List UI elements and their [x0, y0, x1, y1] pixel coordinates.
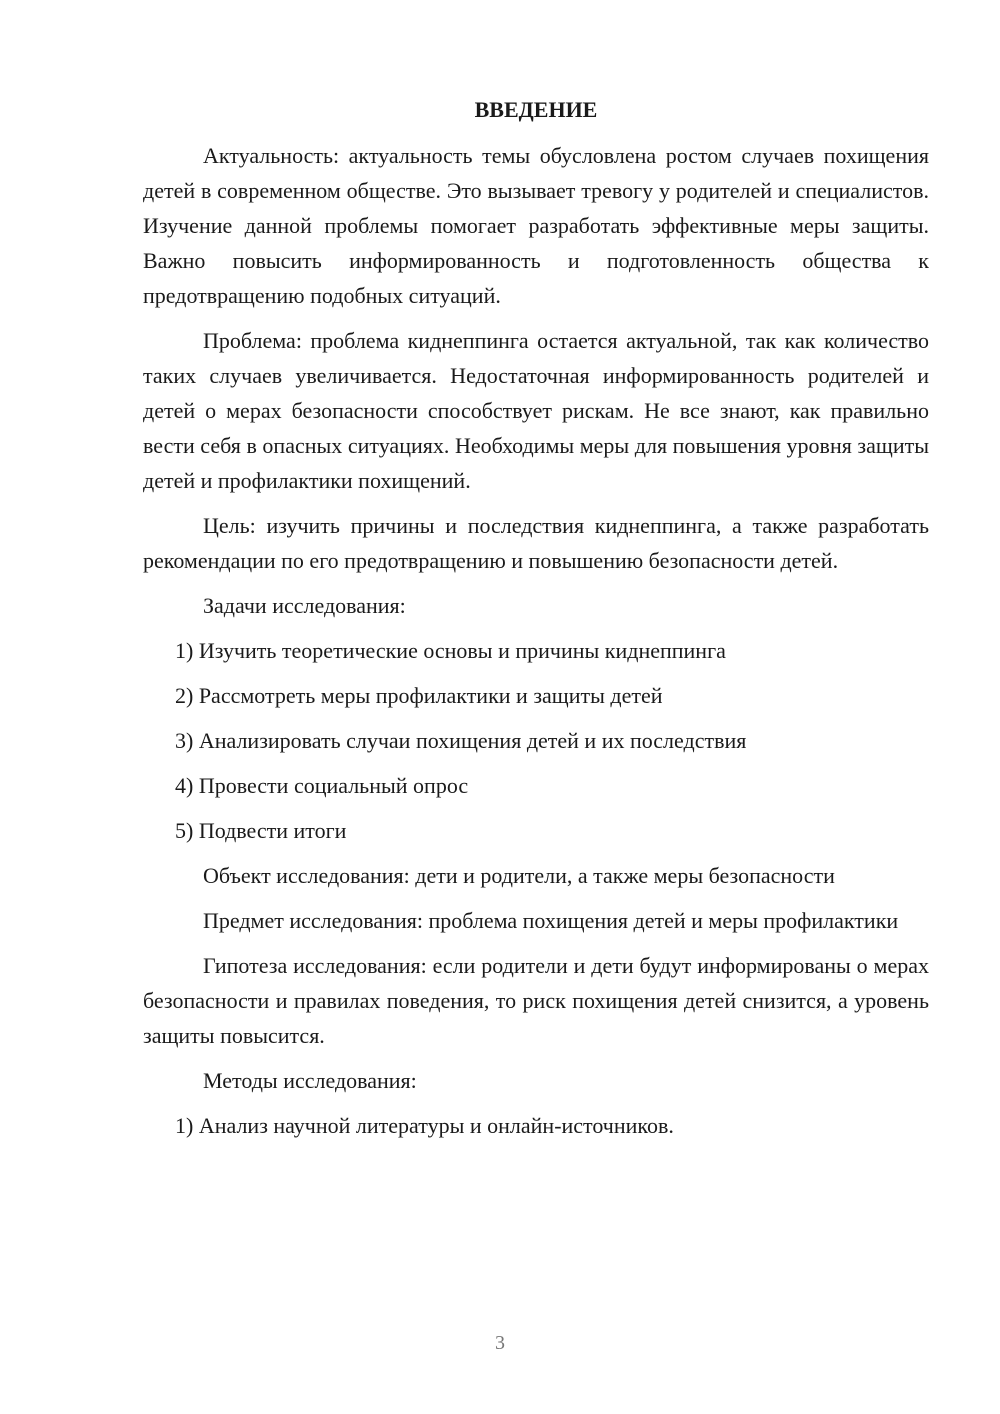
section-title: ВВЕДЕНИЕ — [474, 97, 598, 122]
paragraph-problem: Проблема: проблема киднеппинга остается актуальной, так как количество таких случаев увеличивается. Недостаточная информированность родителей и детей о мерах безопасности способствует рискам. Не все знают, как правильно вести себя в опасных ситуациях. Необходимы меры для повышения уровня защиты детей и профилактики похищений. — [143, 328, 929, 493]
task-item: 3) Анализировать случаи похищения детей и их последствия — [175, 728, 747, 753]
method-item: 1) Анализ научной литературы и онлайн-источников. — [175, 1113, 674, 1138]
task-item: 5) Подвести итоги — [175, 818, 347, 843]
research-object: Объект исследования: дети и родители, а также меры безопасности — [203, 863, 835, 888]
methods-heading: Методы исследования: — [203, 1068, 417, 1093]
tasks-heading: Задачи исследования: — [203, 593, 406, 618]
research-hypothesis: Гипотеза исследования: если родители и дети будут информированы о мерах безопасности и правилах поведения, то риск похищения детей снизится, а уровень защиты повысится. — [143, 953, 929, 1048]
task-item: 2) Рассмотреть меры профилактики и защиты детей — [175, 683, 663, 708]
paragraph-goal: Цель: изучить причины и последствия киднеппинга, а также разработать рекомендации по его предотвращению и повышению безопасности детей. — [143, 513, 929, 573]
paragraph-relevance: Актуальность: актуальность темы обусловлена ростом случаев похищения детей в современном обществе. Это вызывает тревогу у родителей и специалистов. Изучение данной проблемы помогает разработать эффективные меры защиты. Важно повысить информированность и подготовленность общества к предотвращению подобных ситуаций. — [143, 143, 929, 308]
research-subject: Предмет исследования: проблема похищения детей и меры профилактики — [203, 908, 899, 933]
task-item: 1) Изучить теоретические основы и причины киднеппинга — [175, 638, 726, 663]
page-number: 3 — [495, 1332, 505, 1354]
task-item: 4) Провести социальный опрос — [175, 773, 469, 798]
document-page — [143, 90, 929, 1153]
